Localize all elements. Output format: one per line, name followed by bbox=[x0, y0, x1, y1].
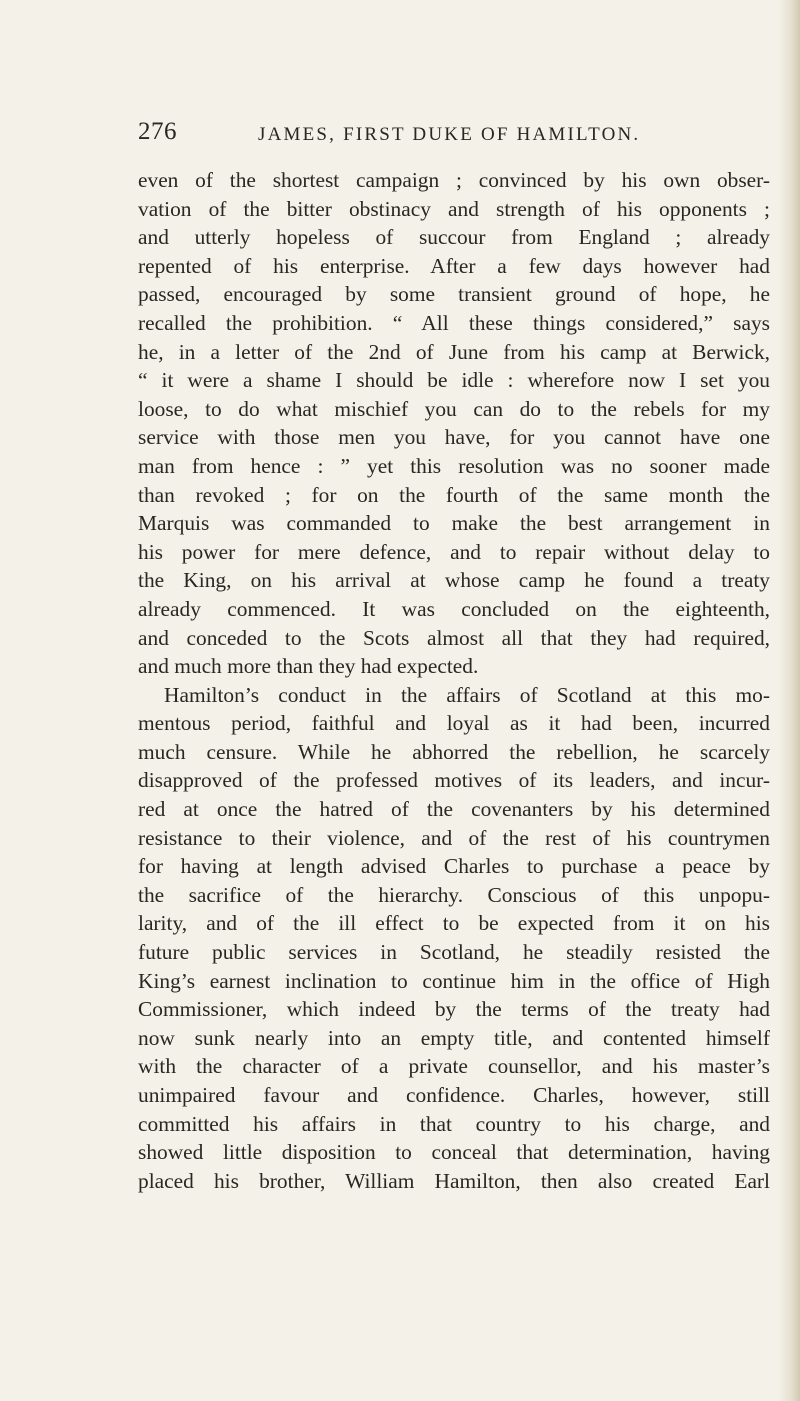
text-line: disapproved of the professed motives of its leaders, and incur- bbox=[138, 768, 770, 793]
text-line: and much more than they had expected. bbox=[138, 654, 479, 679]
text-line: the King, on his arrival at whose camp he found a treaty bbox=[138, 568, 770, 593]
text-line: for having at length advised Charles to purchase a peace by bbox=[138, 854, 770, 879]
text-line: committed his affairs in that country to his charge, and bbox=[138, 1111, 770, 1136]
text-line: the sacrifice of the hierarchy. Conscious of this unpopu- bbox=[138, 882, 770, 907]
text-line: “ it were a shame I should be idle : wherefore now I set you bbox=[138, 368, 770, 393]
text-line: vation of the bitter obstinacy and strength of his opponents ; bbox=[138, 196, 770, 221]
text-line: King’s earnest inclination to continue him in the office of High bbox=[138, 968, 770, 993]
text-line: even of the shortest campaign ; convinced by his own obser- bbox=[138, 168, 770, 192]
page-number: 276 bbox=[138, 118, 177, 145]
text-line: than revoked ; for on the fourth of the same month the bbox=[138, 482, 770, 507]
text-line: future public services in Scotland, he steadily resisted the bbox=[138, 940, 770, 965]
text-line: showed little disposition to conceal that determination, having bbox=[138, 1140, 770, 1165]
text-line: red at once the hatred of the covenanters by his determined bbox=[138, 797, 770, 822]
text-line: resistance to their violence, and of the rest of his countrymen bbox=[138, 825, 770, 850]
text-line: Marquis was commanded to make the best arrangement in bbox=[138, 511, 770, 536]
text-line: Commissioner, which indeed by the terms of the treaty had bbox=[138, 997, 770, 1022]
text-line: he, in a letter of the 2nd of June from his camp at Berwick, bbox=[138, 339, 770, 364]
text-line: already commenced. It was concluded on the eighteenth, bbox=[138, 596, 770, 621]
text-line: man from hence : ” yet this resolution was no sooner made bbox=[138, 453, 770, 478]
text-line: and utterly hopeless of succour from England ; already bbox=[138, 225, 770, 250]
text-line: unimpaired favour and confidence. Charles, however, still bbox=[138, 1083, 770, 1107]
text-line: Hamilton’s conduct in the affairs of Scotland at this mo- bbox=[164, 682, 770, 707]
text-line: service with those men you have, for you cannot have one bbox=[138, 425, 770, 450]
text-line: with the character of a private counsellor, and his master’s bbox=[138, 1054, 770, 1079]
page-edge-shadow bbox=[778, 0, 800, 1401]
text-line: mentous period, faithful and loyal as it had been, incurred bbox=[138, 711, 770, 736]
text-line: placed his brother, William Hamilton, then also created Earl bbox=[138, 1168, 770, 1193]
text-line: repented of his enterprise. After a few days however had bbox=[138, 253, 770, 278]
text-line: larity, and of the ill effect to be expected from it on his bbox=[138, 911, 770, 936]
text-line: much censure. While he abhorred the rebellion, he scarcely bbox=[138, 739, 770, 764]
running-head: JAMES, FIRST DUKE OF HAMILTON. bbox=[258, 124, 641, 145]
text-line: recalled the prohibition. “ All these things considered,” says bbox=[138, 310, 770, 335]
body-text bbox=[138, 166, 770, 1195]
text-line: passed, encouraged by some transient ground of hope, he bbox=[138, 282, 770, 307]
text-line: loose, to do what mischief you can do to the rebels for my bbox=[138, 396, 770, 421]
page-header bbox=[138, 118, 778, 158]
text-line: his power for mere defence, and to repair without delay to bbox=[138, 539, 770, 564]
text-line: and conceded to the Scots almost all that they had required, bbox=[138, 625, 770, 650]
text-line: now sunk nearly into an empty title, and contented himself bbox=[138, 1025, 770, 1050]
